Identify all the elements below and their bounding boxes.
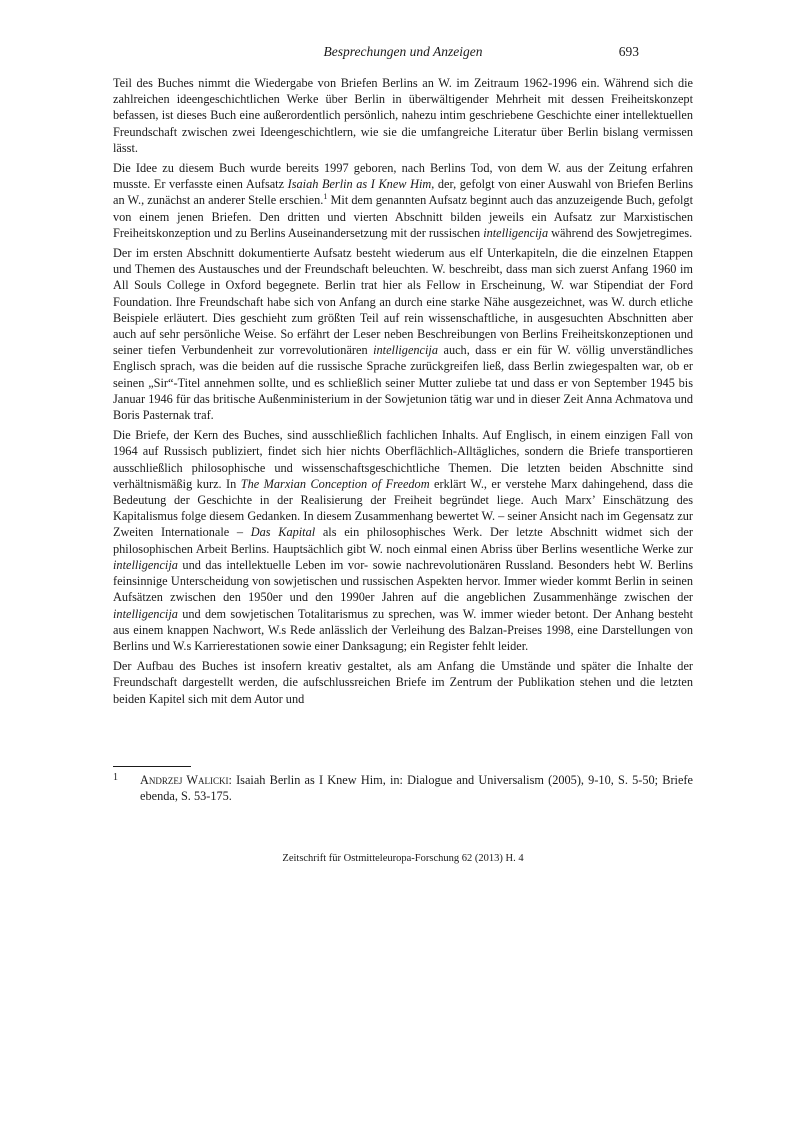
text-run: als ein philosophisches Werk. Der letzte Abschnitt widmet sich der philosophischen Arbeit Berlins. Hauptsächlich gibt W. noch einmal einen Abriss über Berlins wesentliche Werke zur [113, 525, 693, 556]
text-run: Die Briefe, der Kern des Buches, sind ausschließlich fachlichen Inhalts. Auf Englisch, in einem einzigen Fall von 1964 auf Russisch publiziert, findet sich hier nichts Oberflächlich-Alltägliches, sondern die Briefe transportieren ausschließlich philosophische und wissenschaftsgeschichtliche Themen. Die letzten beiden Abschnitte sind verhältnismäßig kurz. In [113, 428, 693, 491]
text-run: Teil des Buches nimmt die Wiedergabe von Briefen Berlins an W. im Zeitraum 1962-1996 ein. Während sich die zahlreichen ideengeschichtlichen Werke über Berlin in überwältigender Mehrheit mit dessen Freiheitskonzept befassen, ist dieses Buch eine außerordentlich persönlich, nahezu intim geschriebene Geschichte einer intellektuellen Freundschaft zwischen zwei Ideengeschichtlern, wie sie die umfangreiche Literatur über Berlin bislang vermissen lässt. [113, 76, 693, 155]
text-run: und dem sowjetischen Totalitarismus zu sprechen, was W. immer wieder betont. Der Anhang besteht aus einem knappen Nachwort, W.s Rede anlässlich der Verleihung des Balzan-Preises 1998, eine Darstellungen von Berlins und W.s Karrierestationen sowie einer Danksagung; ein Register fehlt leider. [113, 606, 693, 653]
italic-text: intelligencija [483, 225, 549, 240]
page-number: 693 [618, 44, 639, 59]
italic-text: The Marxian Conception of Freedom [240, 476, 430, 491]
footnote-text [140, 772, 693, 804]
footnote-number: 1 [113, 772, 118, 783]
text-run: Mit dem genannten Aufsatz beginnt auch das anzuzeigende Buch, gefolgt von einem jenen Briefen. Den dritten und vierten Abschnitt bilden jeweils ein Aufsatz zur Marxistischen Freiheitskonzeption und zu Berlins Auseinandersetzung mit der russischen [113, 193, 693, 240]
section-title: Besprechungen und Anzeigen [323, 44, 483, 59]
text-run: , der, gefolgt von einer Auswahl von Briefen Berlins an W., zunächst an anderer Stelle erschien. [113, 177, 693, 208]
footnote-divider [113, 766, 191, 767]
paragraph [113, 160, 693, 241]
text-run: Der Aufbau des Buches ist insofern kreativ gestaltet, als am Anfang die Umstände und später die Inhalte der Freundschaft dargestellt werden, die aufschlussreichen Briefe im Zentrum der Publikation stehen und die letzten beiden Kapitel sich mit dem Autor und [113, 659, 693, 706]
footnote-citation: : Isaiah Berlin as I Knew Him, in: Dialogue and Universalism (2005), 9-10, S. 5-50; Briefe ebenda, S. 53-175. [140, 773, 693, 804]
paragraph [113, 75, 693, 156]
italic-text: intelligencija [113, 606, 178, 621]
italic-text: intelligencija [373, 343, 438, 358]
paragraph [113, 245, 693, 423]
journal-footer: Zeitschrift für Ostmitteleuropa-Forschung 62 (2013) H. 4 [282, 853, 524, 864]
italic-text: intelligencija [113, 557, 178, 572]
italic-text: Das Kapital [250, 525, 316, 540]
running-head [113, 44, 693, 64]
italic-text: Isaiah Berlin as I Knew Him [287, 177, 432, 192]
footnote-reference: 1 [323, 192, 328, 202]
body-text [113, 75, 693, 711]
text-run: auch, dass er ein für W. völlig unverständliches Englisch sprach, was die beiden auf die russische Sprache zurückgreifen ließ, dass Berlin zwiegespalten war, ob er seinen „Sir“-Titel annehmen sollte, und es schließlich seiner Mutter zuliebe tat und dass er von September 1945 bis Januar 1946 für das britische Außenministerium in der Sowjetunion tätig war und in dieser Zeit Anna Achmatova und Boris Pasternak traf. [113, 343, 693, 423]
paragraph [113, 427, 693, 654]
text-run: erklärt W., er verstehe Marx dahingehend, dass die Bedeutung der Geschichte in der Realisierung der Freiheit begründet liege. Auch Marx’ Einschätzung des Kapitalismus folge diesem Gedanken. In diesem Zusammenhang bewertet W. – seiner Ansicht nach im Gegensatz zur Zweiten Internationale – [113, 476, 693, 540]
text-run: Die Idee zu diesem Buch wurde bereits 1997 geboren, nach Berlins Tod, von dem W. aus der Zeitung erfahren musste. Er verfasste einen Aufsatz [113, 161, 693, 192]
footnote-author: Andrzej Walicki [140, 773, 229, 787]
paragraph [113, 658, 693, 707]
text-run: und das intellektuelle Leben im vor- sowie nachrevolutionären Russland. Besonders hebt W. Berlins feinsinnige Unterscheidung von sowjetischen und russischen Aspekten hervor. Immer wieder kommt Berlin in seinen Aufsätzen zwischen den 1950er und den 1990er Jahren auf die angeblichen Zusammenhänge zwischen der [113, 557, 693, 605]
text-run: Der im ersten Abschnitt dokumentierte Aufsatz besteht wiederum aus elf Unterkapiteln, die die einzelnen Etappen und Themen des Austausches und der Freundschaft beleuchten. W. beschreibt, dass man sich zuerst Anfang 1960 im All Souls College in Oxford begegnete. Berlin trat hier als Fellow in Erscheinung, W. war Stipendiat der Ford Foundation. Ihre Freundschaft habe sich von Anfang an durch eine starke Nähe ausgezeichnet, was W. durch etliche Beispiele erläutert. Dies geschieht zum größten Teil auf rein wissenschaftliche, in ausgesuchten Abschnitten aber auch auf sehr persönliche Weise. So erfährt der Leser neben Beschreibungen von Berlins Freiheitskonzeptionen und seiner tiefen Verbundenheit zur vorrevolutionären [113, 246, 693, 358]
text-run: während des Sowjetregimes. [548, 225, 693, 240]
footnote [113, 772, 693, 804]
